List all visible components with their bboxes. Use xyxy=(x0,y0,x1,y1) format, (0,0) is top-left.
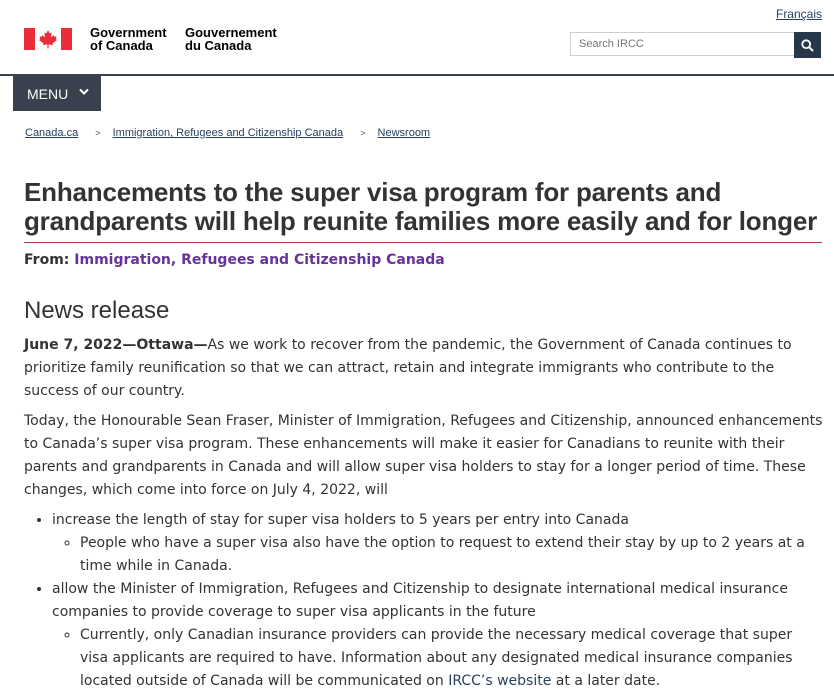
breadcrumb-link-canada[interactable]: Canada.ca xyxy=(25,127,79,139)
sub-list-item xyxy=(80,624,824,693)
government-signature-fr xyxy=(185,26,277,52)
sub-list-item: ◦ People who have a super visa also have the option to request to extend their stay by up to 2 years at a time while in Canada. xyxy=(80,532,824,578)
signature-en-line1: Government xyxy=(90,25,167,40)
signature-fr-line1: Gouvernement xyxy=(185,25,277,40)
signature-en-line2: of Canada xyxy=(90,38,153,53)
bullet-text: allow the Minister of Immigration, Refugees and Citizenship to designate international medical insurance companies to provide coverage to super visa applicants in the future xyxy=(52,581,788,620)
breadcrumb-separator: > xyxy=(360,128,366,138)
breadcrumb-link-newsroom[interactable]: Newsroom xyxy=(377,127,431,139)
bullet-text: increase the length of stay for super visa holders to 5 years per entry into Canada xyxy=(52,512,629,528)
search-input[interactable] xyxy=(570,32,801,56)
article-body xyxy=(24,334,824,693)
enhancements-list xyxy=(24,509,824,693)
title-divider xyxy=(24,242,822,243)
breadcrumb xyxy=(25,127,430,139)
search-button[interactable] xyxy=(794,32,821,58)
list-item xyxy=(52,578,824,693)
search-icon xyxy=(801,39,814,52)
breadcrumb-separator: > xyxy=(95,128,101,138)
chevron-down-icon xyxy=(79,88,89,96)
from-department-link[interactable]: Immigration, Refugees and Citizenship Canada xyxy=(74,252,445,268)
government-signature-en xyxy=(90,26,167,52)
menu-label: MENU xyxy=(27,85,69,102)
canada-flag-icon[interactable] xyxy=(24,28,72,50)
sub-item-text-end: at a later date. xyxy=(551,673,661,689)
intro-text: As we work to recover from the pandemic, the Government of Canada continues to prioritize family reunification so that we can attract, retain and integrate immigrants who contribute to the success of our country. xyxy=(24,337,792,399)
language-toggle-link[interactable]: Français xyxy=(775,7,822,21)
from-label: From: xyxy=(24,252,70,268)
list-item xyxy=(52,509,824,578)
signature-fr-line2: du Canada xyxy=(185,38,252,53)
ircc-website-link[interactable]: IRCC’s website xyxy=(448,673,552,689)
sub-list xyxy=(52,532,824,578)
sub-list xyxy=(52,624,824,693)
intro-paragraph xyxy=(24,334,824,403)
from-line xyxy=(24,252,445,268)
dateline: June 7, 2022—Ottawa— xyxy=(24,337,208,353)
news-release-heading: News release xyxy=(24,297,170,324)
breadcrumb-link-ircc[interactable]: Immigration, Refugees and Citizenship Canada xyxy=(112,127,344,139)
menu-button[interactable] xyxy=(13,76,101,111)
sub-item-text: Currently, only Canadian insurance providers can provide the necessary medical coverage that super visa applicants are required to have. Information about any designated medical insurance companies located outside of Canada will be communicated on xyxy=(80,627,793,689)
announcement-paragraph: Today, the Honourable Sean Fraser, Minister of Immigration, Refugees and Citizenship, announced enhancements to Canada’s super visa program. These enhancements will make it easier for Canadians to reunite with their parents and grandparents in Canada and will allow super visa holders to stay for a longer period of time. These changes, which come into force on July 4, 2022, will xyxy=(24,413,823,498)
page-title: Enhancements to the super visa program for parents and grandparents will help reunite families more easily and for longer xyxy=(24,177,818,236)
site-header xyxy=(0,0,834,76)
